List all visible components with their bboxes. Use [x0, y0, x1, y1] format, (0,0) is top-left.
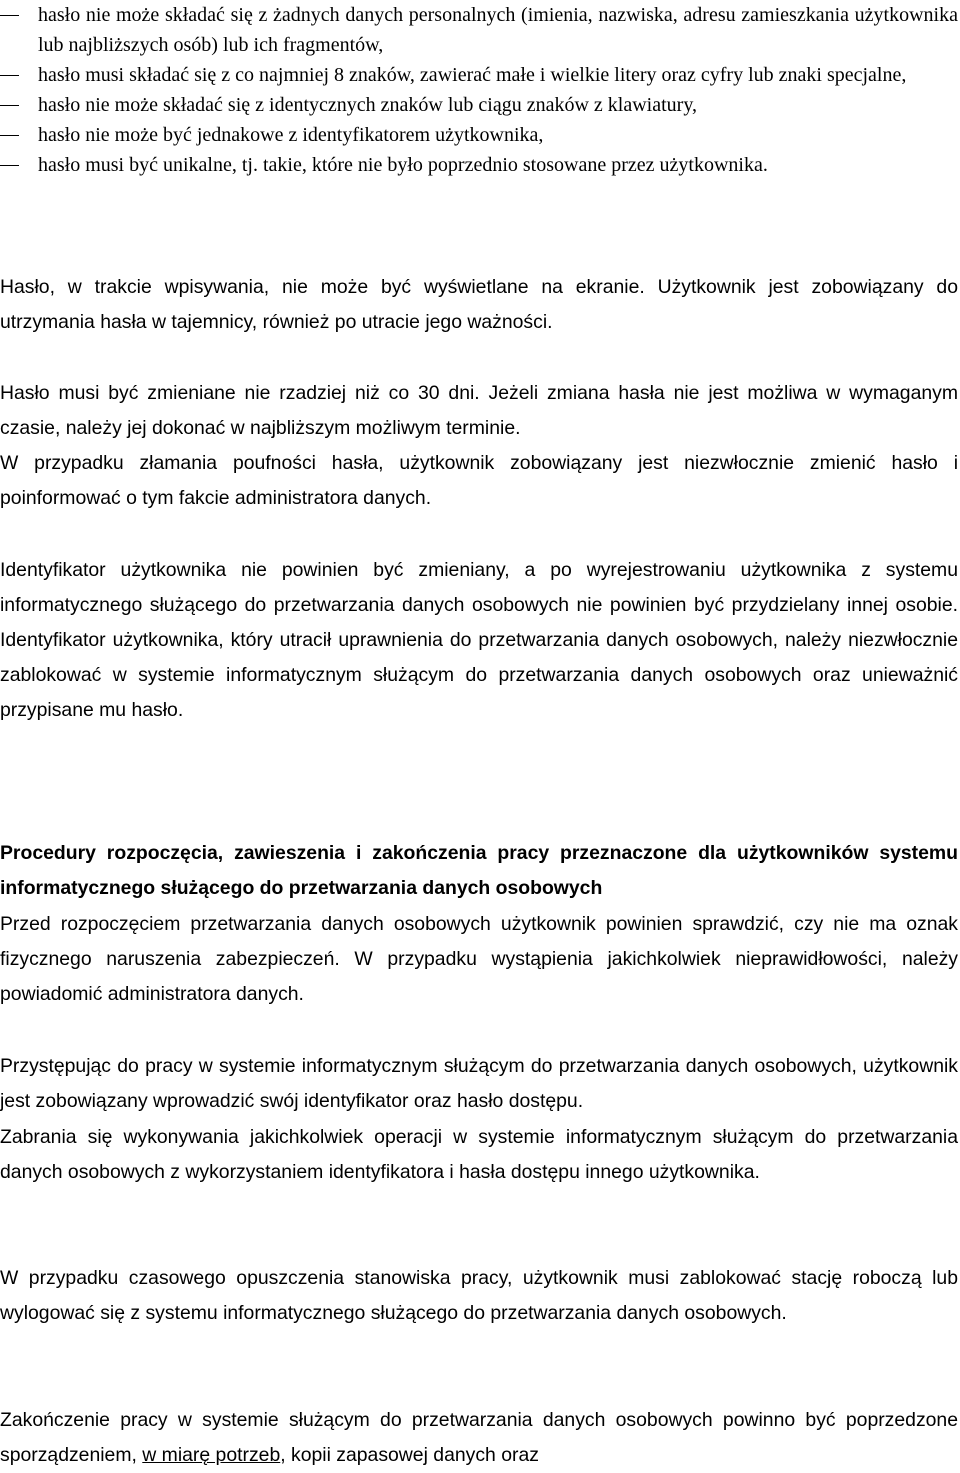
list-item-text: hasło musi być unikalne, tj. takie, które nie było poprzednio stosowane przez użytkownika.	[38, 154, 768, 176]
list-item-text: hasło nie może składać się z identycznych znaków lub ciągu znaków z klawiatury,	[38, 94, 698, 116]
list-item-text: hasło nie może składać się z żadnych danych personalnych (imienia, nazwiska, adresu zamieszkania użytkownika lub najbliższych osób) lub ich fragmentów,	[38, 4, 958, 56]
end-of-work-text-start: Zakończenie pracy w systemie służącym do przetwarzania danych osobowych powinno być poprzedzone sporządzeniem,	[0, 1409, 958, 1466]
paragraph-user-identifier: Identyfikator użytkownika nie powinien być zmieniany, a po wyrejestrowaniu użytkownika z systemu informatycznego służącego do przetwarzania danych osobowych nie powinien być przydzielany innej osobie. Identyfikator użytkownika, który utracił uprawnienia do przetwarzania danych osobowych, należy niezwłocznie zablokować w systemie informatycznym służącym do przetwarzania danych osobowych oraz unieważnić przypisane mu hasło.	[0, 559, 958, 721]
paragraph-foreign-credentials: Zabrania się wykonywania jakichkolwiek operacji w systemie informatycznym służącym do przetwarzania danych osobowych z wykorzystaniem identyfikatora i hasła dostępu innego użytkownika.	[0, 1126, 958, 1183]
list-item	[0, 0, 958, 60]
paragraph-login: Przystępując do pracy w systemie informatycznym służącym do przetwarzania danych osobowych, użytkownik jest zobowiązany wprowadzić swój identyfikator oraz hasło dostępu.	[0, 1055, 958, 1112]
paragraph-before-start: Przed rozpoczęciem przetwarzania danych osobowych użytkownik powinien sprawdzić, czy nie ma oznak fizycznego naruszenia zabezpieczeń. W przypadku wystąpienia jakichkolwiek nieprawidłowości, należy powiadomić administratora danych.	[0, 913, 958, 1005]
paragraph-leaving-workstation: W przypadku czasowego opuszczenia stanowiska pracy, użytkownik musi zablokować stację roboczą lub wylogować się z systemu informatycznego służącego do przetwarzania danych osobowych.	[0, 1267, 958, 1324]
dash-bullet-icon	[0, 75, 19, 76]
paragraph-end-of-work	[0, 1403, 958, 1473]
section-heading: Procedury rozpoczęcia, zawieszenia i zakończenia pracy przeznaczone dla użytkowników systemu informatycznego służącego do przetwarzania danych osobowych	[0, 842, 958, 899]
list-item	[0, 90, 958, 120]
list-item	[0, 60, 958, 90]
paragraph-password-display: Hasło, w trakcie wpisywania, nie może być wyświetlane na ekranie. Użytkownik jest zobowiązany do utrzymania hasła w tajemnicy, również po utracie jego ważności.	[0, 276, 958, 333]
end-of-work-text-end: , kopii zapasowej danych oraz	[280, 1444, 539, 1466]
list-item	[0, 120, 958, 150]
paragraph-password-breach: W przypadku złamania poufności hasła, użytkownik zobowiązany jest niezwłocznie zmienić hasło i poinformować o tym fakcie administratora danych.	[0, 452, 958, 509]
dash-bullet-icon	[0, 15, 19, 16]
list-item-text: hasło musi składać się z co najmniej 8 znaków, zawierać małe i wielkie litery oraz cyfry lub znaki specjalne,	[38, 64, 907, 86]
dash-bullet-icon	[0, 105, 19, 106]
underlined-phrase: w miarę potrzeb	[142, 1444, 281, 1466]
list-item	[0, 150, 958, 180]
dash-bullet-icon	[0, 135, 19, 136]
paragraph-password-change: Hasło musi być zmieniane nie rzadziej niż co 30 dni. Jeżeli zmiana hasła nie jest możliwa w wymaganym czasie, należy jej dokonać w najbliższym możliwym terminie.	[0, 382, 958, 439]
dash-bullet-icon	[0, 165, 19, 166]
password-rules-list	[0, 0, 958, 180]
list-item-text: hasło nie może być jednakowe z identyfikatorem użytkownika,	[38, 124, 544, 146]
